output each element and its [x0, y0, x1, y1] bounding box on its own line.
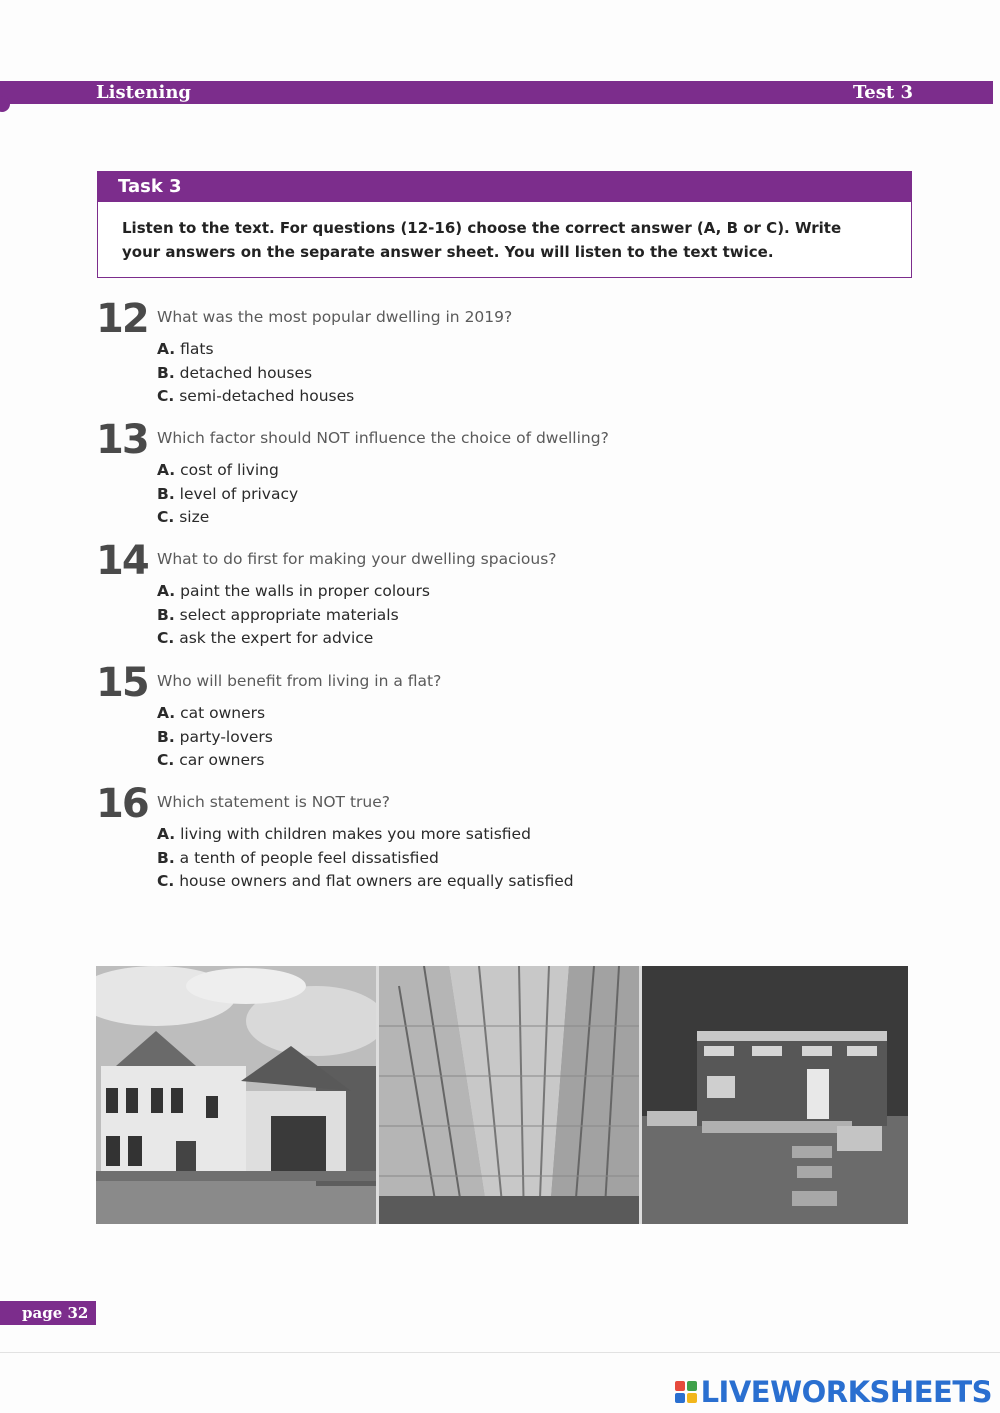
question-text: What to do first for making your dwelling spacious?	[157, 550, 557, 568]
divider	[0, 1352, 1000, 1353]
option-c[interactable]: C. house owners and flat owners are equally satisfied	[157, 872, 574, 890]
option-b[interactable]: B. detached houses	[157, 363, 313, 382]
detached-house-photo	[96, 966, 376, 1224]
question-number: 12	[96, 296, 148, 342]
brand-name: LIVEWORKSHEETS	[700, 1375, 992, 1409]
task-box	[97, 171, 912, 278]
question-text: Which factor should NOT influence the choice of dwelling?	[157, 429, 609, 447]
question-number: 14	[96, 538, 148, 584]
apartment-tower-photo	[379, 966, 639, 1224]
test-label: Test 3	[852, 82, 913, 103]
option-a[interactable]: A. living with children makes you more satisfied	[157, 825, 531, 843]
question-text: Who will benefit from living in a flat?	[157, 672, 442, 690]
page-number: page 32	[0, 1301, 96, 1325]
question-text: What was the most popular dwelling in 2019?	[157, 308, 513, 326]
header-bar	[0, 81, 993, 104]
brand-logo[interactable]	[675, 1376, 992, 1408]
task-title: Task 3	[98, 172, 911, 202]
question-text: Which statement is NOT true?	[157, 793, 390, 811]
option-b[interactable]: B. select appropriate materials	[157, 605, 399, 624]
option-c[interactable]: C. car owners	[157, 751, 265, 769]
question-number: 13	[96, 417, 148, 463]
logo-icon	[675, 1381, 697, 1403]
option-a[interactable]: A. cat owners	[157, 704, 266, 722]
option-b[interactable]: B. level of privacy	[157, 484, 299, 503]
question-number: 16	[96, 781, 148, 827]
option-c[interactable]: C. size	[157, 508, 210, 526]
photo-strip	[96, 966, 908, 1224]
option-c[interactable]: C. ask the expert for advice	[157, 629, 374, 647]
question-number: 15	[96, 660, 148, 706]
task-instructions: Listen to the text. For questions (12-16) choose the correct answer (A, B or C). Write your answers on the separate answer sheet. You will listen to the text twice.	[122, 219, 842, 261]
option-a[interactable]: A. paint the walls in proper colours	[157, 582, 430, 600]
option-b[interactable]: B. party-lovers	[157, 727, 273, 746]
option-c[interactable]: C. semi-detached houses	[157, 387, 355, 405]
tiny-house-photo	[642, 966, 908, 1224]
option-b[interactable]: B. a tenth of people feel dissatisfied	[157, 848, 439, 867]
header-bullet	[0, 96, 10, 112]
option-a[interactable]: A. flats	[157, 340, 214, 358]
option-a[interactable]: A. cost of living	[157, 461, 279, 479]
section-title: Listening	[96, 82, 191, 103]
